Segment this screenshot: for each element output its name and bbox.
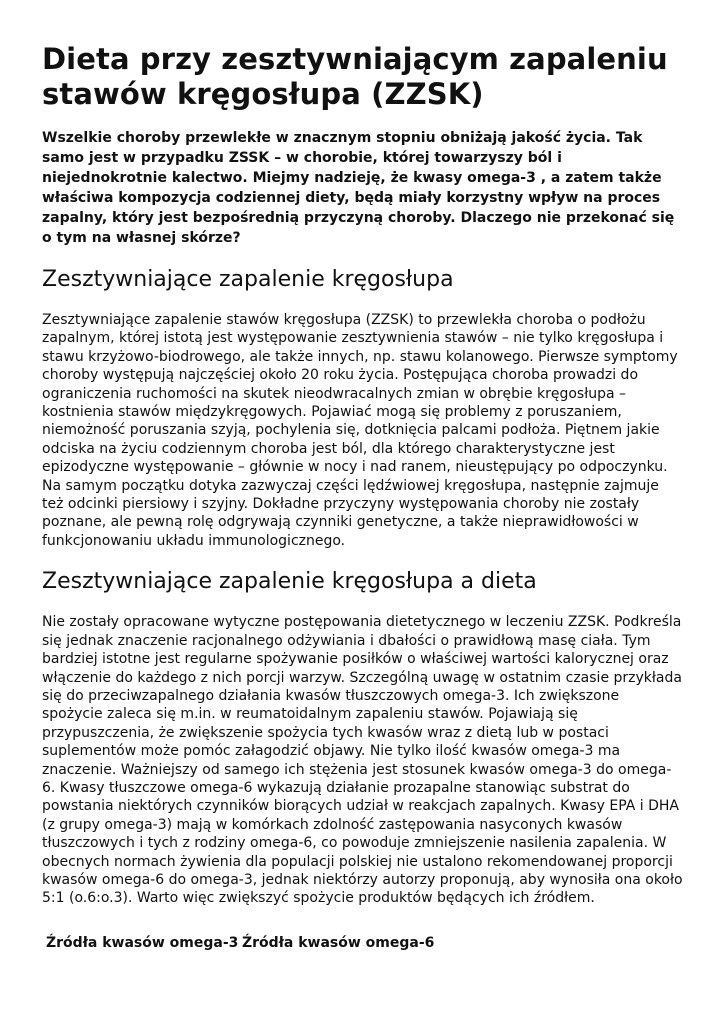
- sources-header-omega3: Źródła kwasów omega-3: [46, 935, 239, 951]
- section-body-diet: Nie zostały opracowane wytyczne postępowania dietetycznego w leczeniu ZZSK. Podkreśla się jednak znaczenie racjonalnego odżywiania i dbałości o prawidłową masę ciała. Tym bardziej istotne jest regularne spożywanie posiłków o właściwej wartości kalorycznej oraz włączenie do każdego z nich porcji warzyw. Szczególną uwagę w ostatnim czasie przykłada się do przeciwzapalnego działania kwasów tłuszczowych omega-3. Ich zwiększone spożycie zaleca się m.in. w reumatoidalnym zapaleniu stawów. Pojawiają się przypuszczenia, że zwiększenie spożycia tych kwasów wraz z dietą lub w postaci suplementów może pomóc załagodzić objawy. Nie tylko ilość kwasów omega-3 ma znaczenie. Ważniejszy od samego ich stężenia jest stosunek kwasów omega-3 do omega-6. Kwasy tłuszczowe omega-6 wykazują działanie prozapalne stanowiąc substrat do powstania niektórych czynników biorących udział w reakcjach zapalnych. Kwasy EPA i DHA (z grupy omega-3) mają w komórkach zdolność zastępowania nasyconych kwasów tłuszczowych i tych z rodziny omega-6, co powoduje zmniejszenie nasilenia zapalenia. W obecnych normach żywienia dla populacji polskiej nie ustalono rekomendowanej proporcji kwasów omega-6 do omega-3, jednak niektórzy autorzy proponują, aby wynosiła ona około 5:1 (o.6:o.3). Warto więc zwiększyć spożycie produktów będących ich źródłem.: [42, 614, 683, 907]
- section-heading-disease: Zesztywniające zapalenie kręgosłupa: [42, 267, 454, 292]
- lead-paragraph: Wszelkie choroby przewlekłe w znacznym stopniu obniżają jakość życia. Tak samo jest w przypadku ZSSK – w chorobie, której towarzyszy ból i niejednokrotnie kalectwo. Miejmy nadzieję, że kwasy omega-3 , a zatem także właściwa kompozycja codziennej diety, będą miały korzystny wpływ na proces zapalny, który jest bezpośrednią przyczyną choroby. Dlaczego nie przekonać się o tym na własnej skórze?: [42, 130, 675, 246]
- sources-table: [46, 934, 438, 953]
- section-heading-diet: Zesztywniające zapalenie kręgosłupa a dieta: [42, 569, 537, 595]
- section-body-disease: Zesztywniające zapalenie stawów kręgosłupa (ZZSK) to przewlekła choroba o podłożu zapalnym, której istotą jest występowanie zesztywnienia stawów – nie tylko kręgosłupa i stawu krzyżowo-biodrowego, ale także innych, np. stawu kolanowego. Pierwsze symptomy choroby występują najczęściej około 20 roku życia. Postępująca choroba prowadzi do ograniczenia ruchomości na skutek nieodwracalnych zmian w obrębie kręgosłupa – kostnienia stawów międzykręgowych. Pojawiać mogą się problemy z poruszaniem, niemożność poruszania szyją, pochylenia się, dotknięcia palcami podłoża. Piętnem jakie odciska na życiu codziennym choroba jest ból, dla którego charakterystyczne jest epizodyczne występowanie – głównie w nocy i nad ranem, nieustępujący po odpoczynku. Na samym początku dotyka zazwyczaj części lędźwiowej kręgosłupa, następnie zajmuje też odcinki piersiowy i szyjny. Dokładne przyczyny występowania choroby nie zostały poznane, ale pewną rolę odgrywają czynniki genetyczne, a także nieprawidłowości w funkcjonowaniu układu immunologicznego.: [42, 312, 678, 549]
- sources-header-omega6: Źródła kwasów omega-6: [242, 935, 435, 951]
- page-title: Dieta przy zesztywniającym zapaleniu stawów kręgosłupa (ZZSK): [42, 42, 668, 111]
